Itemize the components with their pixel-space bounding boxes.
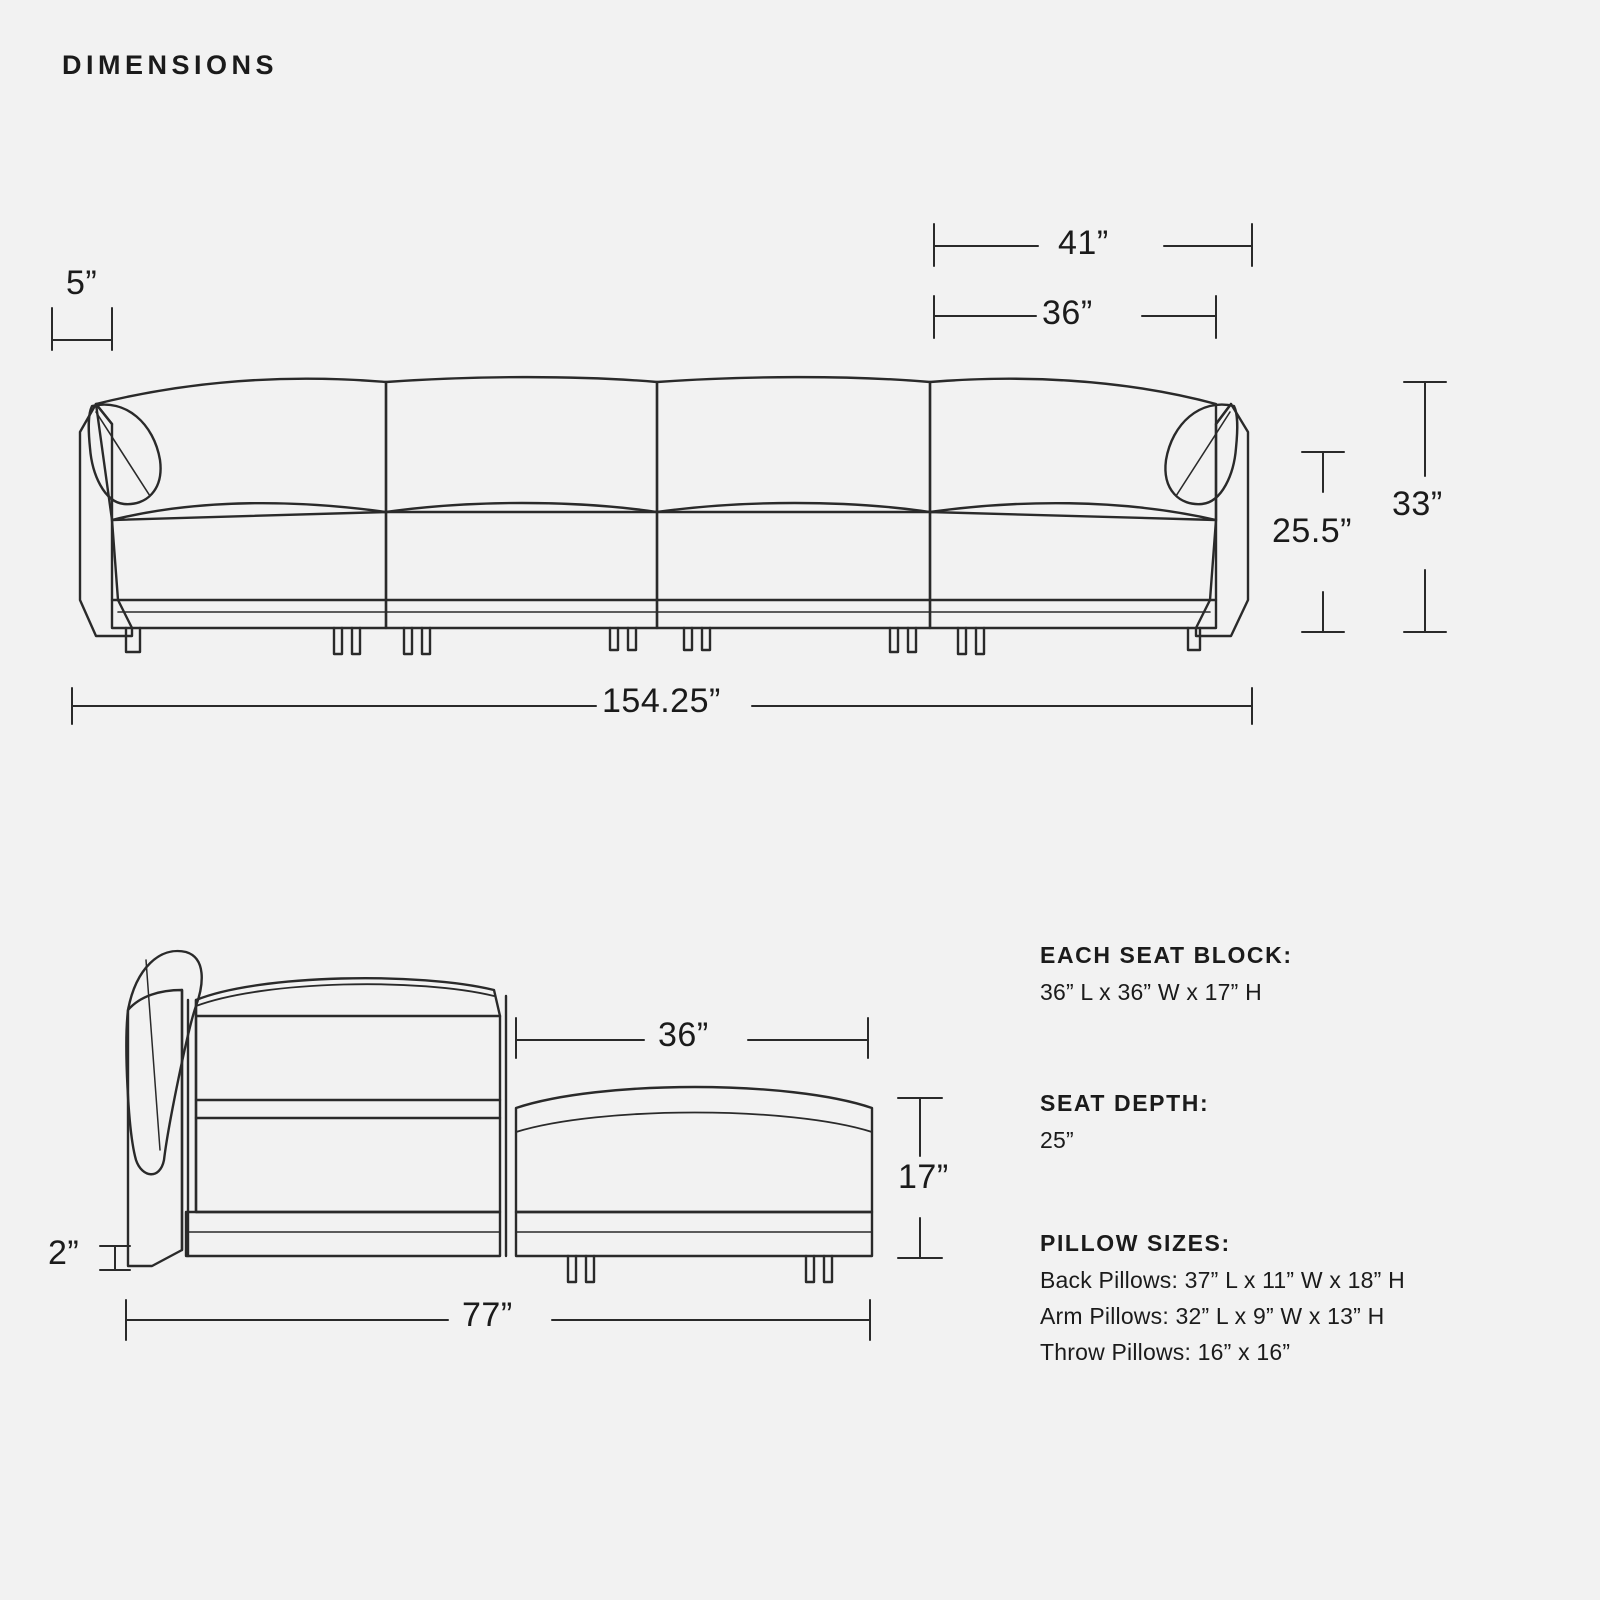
dim-label-seat-height: 17”: [898, 1158, 949, 1196]
spec-seat-depth: [1040, 1090, 1209, 1163]
spec-seat-block-value: 36” L x 36” W x 17” H: [1040, 979, 1262, 1005]
dim-label-overall-depth: 77”: [462, 1296, 513, 1334]
spec-pillow-sizes-heading: PILLOW SIZES:: [1040, 1230, 1231, 1256]
spec-pillow-throw: Throw Pillows: 16” x 16”: [1040, 1339, 1291, 1365]
dim-label-leg-height: 2”: [48, 1234, 80, 1272]
dim-label-ottoman-depth: 36”: [658, 1016, 709, 1054]
dim-label-seat-back-height: 25.5”: [1272, 512, 1352, 550]
spec-pillow-arm: Arm Pillows: 32” L x 9” W x 13” H: [1040, 1303, 1385, 1329]
spec-seat-block: [1040, 942, 1293, 1015]
dim-label-overall-height: 33”: [1392, 485, 1443, 523]
dim-label-arm-width: 5”: [66, 264, 98, 302]
page-title: DIMENSIONS: [62, 50, 279, 80]
spec-seat-depth-value: 25”: [1040, 1127, 1074, 1153]
dim-label-overall-width: 154.25”: [602, 682, 721, 720]
side-view-drawing: [126, 951, 872, 1282]
front-view-dimension-lines: [52, 224, 1446, 724]
spec-seat-block-heading: EACH SEAT BLOCK:: [1040, 942, 1293, 968]
side-view-dimension-lines: [100, 1018, 942, 1340]
spec-pillow-sizes: [1040, 1230, 1405, 1375]
dim-label-module-seat-width: 36”: [1042, 294, 1093, 332]
spec-seat-depth-heading: SEAT DEPTH:: [1040, 1090, 1210, 1116]
spec-pillow-back: Back Pillows: 37” L x 11” W x 18” H: [1040, 1267, 1405, 1293]
dim-label-module-total-width: 41”: [1058, 224, 1109, 262]
front-view-drawing: [80, 377, 1248, 654]
